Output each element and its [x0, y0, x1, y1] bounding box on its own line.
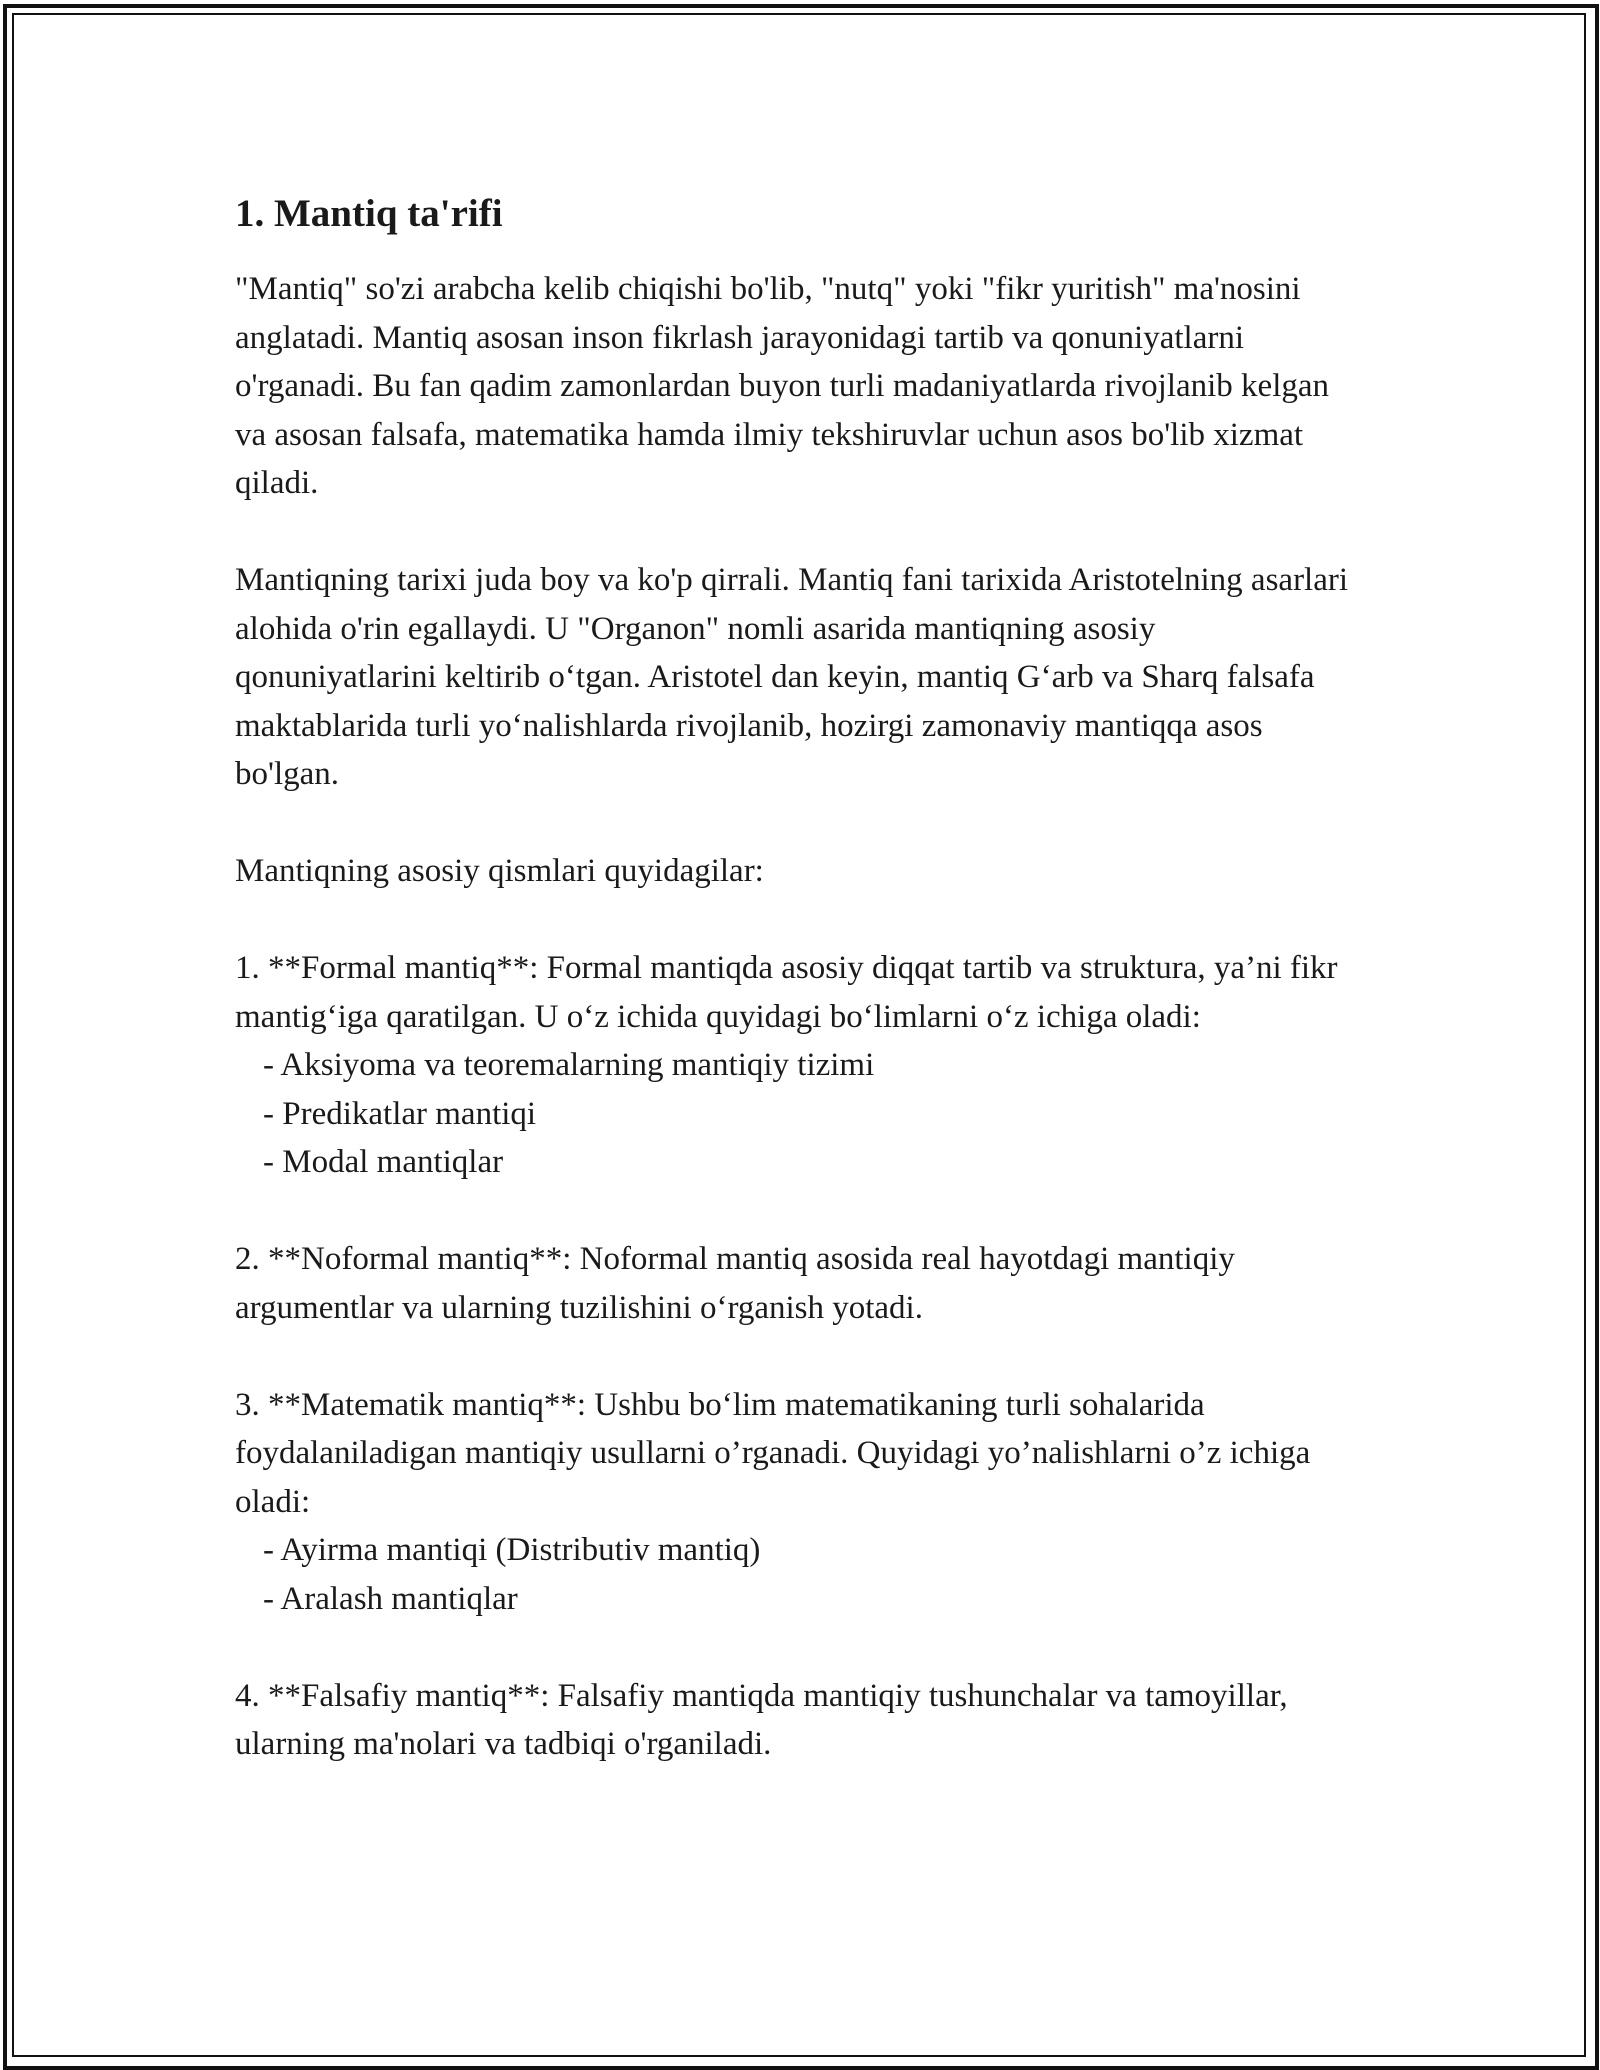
- section-text: 4. **Falsafiy mantiq**: Falsafiy mantiqda mantiqiy tushunchalar va tamoyillar, ularning ma'nolari va tadbiqi o'rganiladi.: [235, 1677, 1296, 1762]
- section-text: 3. **Matematik mantiq**: Ushbu bo‘lim matematikaning turli sohalarida foydalaniladigan mantiqiy usullarni o’rganadi. Quyidagi yo’nalishlarni o’z ichiga oladi:: [235, 1386, 1319, 1520]
- section-formal-logic: [235, 944, 1365, 1187]
- paragraph-spacer: [235, 1332, 1365, 1381]
- document-title: 1. Mantiq ta'rifi: [235, 192, 503, 235]
- paragraph-parts-intro: Mantiqning asosiy qismlari quyidagilar:: [235, 853, 764, 889]
- paragraph-spacer: [235, 799, 1365, 848]
- section-informal-logic: [235, 1235, 1365, 1332]
- paragraph-spacer: [235, 508, 1365, 557]
- sub-list-item: - Aksiyoma va teoremalarning mantiqiy tizimi: [263, 1047, 875, 1083]
- sub-list-item: - Predikatlar mantiqi: [263, 1095, 537, 1132]
- sub-list-item: - Aralash mantiqlar: [263, 1580, 518, 1617]
- paragraph-history: Mantiqning tarixi juda boy va ko'p qirrali. Mantiq fani tarixida Aristotelning asarlari alohida o'rin egallaydi. U "Organon" nomli asarida mantiqning asosiy qonuniyatlarini keltirib o‘tgan. Aristotel dan keyin, mantiq G‘arb va Sharq falsafa maktablarida turli yo‘nalishlarda rivojlanib, hozirgi zamonaviy mantiqqa asos bo'lgan.: [235, 562, 1357, 792]
- paragraph-definition: "Mantiq" so'zi arabcha kelib chiqishi bo'lib, "nutq" yoki "fikr yuritish" ma'nosini anglatadi. Mantiq asosan inson fikrlash jarayonidagi tartib va qonuniyatlarni o'rganadi. Bu fan qadim zamonlardan buyon turli madaniyatlarda rivojlanib kelgan va asosan falsafa, matematika hamda ilmiy tekshiruvlar uchun asos bo'lib xizmat qiladi.: [235, 271, 1338, 501]
- sub-list-item: - Ayirma mantiqi (Distributiv mantiq): [263, 1532, 761, 1568]
- section-mathematical-logic: [235, 1381, 1365, 1624]
- paragraph-spacer: [235, 896, 1365, 945]
- paragraph-spacer: [235, 1623, 1365, 1672]
- section-philosophical-logic: [235, 1672, 1365, 1769]
- section-text: 1. **Formal mantiq**: Formal mantiqda asosiy diqqat tartib va struktura, ya’ni fikr mantig‘iga qaratilgan. U o‘z ichida quyidagi bo‘limlarni o‘z ichiga oladi:: [235, 950, 1346, 1035]
- document-body: [235, 185, 1365, 1769]
- sub-list-item: - Modal mantiqlar: [263, 1144, 504, 1180]
- section-text: 2. **Noformal mantiq**: Noformal mantiq asosida real hayotdagi mantiqiy argumentlar va ularning tuzilishini o‘rganish yotadi.: [235, 1241, 1244, 1326]
- paragraph-spacer: [235, 1187, 1365, 1236]
